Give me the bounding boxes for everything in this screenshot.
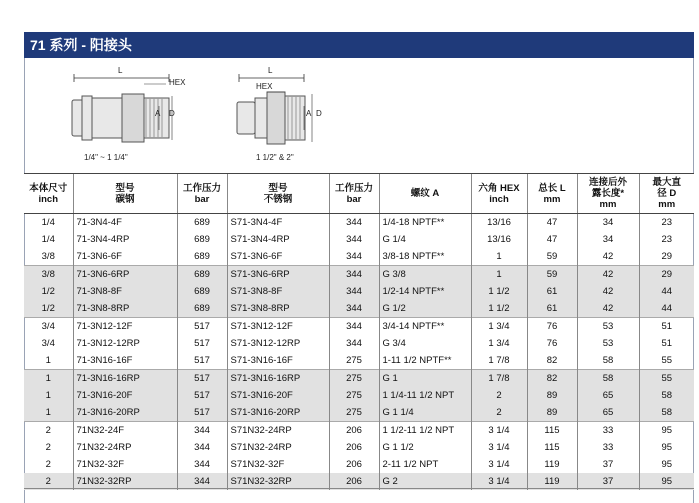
table-cell: 2 (45, 442, 51, 453)
table-cell: 89 (527, 387, 577, 404)
table-cell: 517 (177, 318, 227, 336)
column-header-line: 螺纹 A (410, 188, 440, 199)
table-cell: S71-3N16-20F (227, 387, 329, 404)
table-cell: 61 (527, 283, 577, 300)
table-cell: S71-3N6-6RP (227, 266, 329, 284)
table-cell: 71-3N4-4RP (73, 231, 177, 248)
table-cell: 71-3N12-12RP (73, 335, 177, 352)
table-cell: S71-3N8-8F (227, 283, 329, 300)
table-cell: 689 (177, 214, 227, 232)
table-cell: 1 7/8 (471, 352, 527, 370)
right-d-label: D (316, 109, 322, 118)
table-cell: 1 (471, 248, 527, 266)
table-cell: 58 (577, 370, 639, 388)
table-cell: 1 (45, 355, 51, 366)
table-row (24, 439, 694, 456)
table-cell: 23 (639, 231, 694, 248)
column-header-6 (471, 174, 527, 214)
table-cell: 34 (577, 231, 639, 248)
table-row (24, 266, 694, 284)
table-cell: 71N32-24RP (73, 439, 177, 456)
table-cell: 2 (45, 459, 51, 470)
table-cell: 689 (177, 266, 227, 284)
spec-table (24, 173, 694, 490)
left-l-label: L (118, 66, 123, 75)
table-cell: S71N32-24RP (227, 439, 329, 456)
table-cell: 3 1/4 (471, 473, 527, 490)
table-cell: 82 (527, 352, 577, 370)
table-cell: 1-11 1/2 NPTF** (379, 352, 471, 370)
table-cell: 71-3N6-6F (73, 248, 177, 266)
column-header-line: 不锈钢 (263, 193, 293, 205)
table-cell: 71-3N16-20RP (73, 404, 177, 422)
column-header-line: 碳钢 (115, 193, 135, 205)
table-cell: 3/8-18 NPTF** (379, 248, 471, 266)
column-header-line: 最大直 (652, 177, 681, 188)
left-fitting-drawing (72, 74, 172, 142)
table-cell: 3/4-14 NPTF** (379, 318, 471, 336)
column-header-line: 本体尺寸 (29, 182, 68, 194)
table-cell: 517 (177, 404, 227, 422)
column-header-line: inch (38, 193, 59, 205)
table-cell: 42 (577, 248, 639, 266)
table-cell: 689 (177, 248, 227, 266)
table-cell: 1/2 (24, 283, 73, 300)
column-header-line: 连接后外 (588, 177, 627, 188)
table-cell: 517 (177, 335, 227, 352)
table-cell: S71-3N16-16RP (227, 370, 329, 388)
table-cell: 65 (577, 387, 639, 404)
column-header-line: 六角 HEX (478, 182, 520, 194)
table-cell: 51 (639, 318, 694, 336)
table-cell: 344 (177, 456, 227, 473)
table-cell: 47 (527, 214, 577, 232)
table-cell: 344 (329, 283, 379, 300)
column-header-line: 工作压力 (334, 182, 373, 194)
table-cell: 1/2 (24, 300, 73, 318)
table-cell: 3 1/4 (471, 422, 527, 440)
table-cell: 344 (177, 473, 227, 490)
table-cell: 29 (639, 266, 694, 284)
table-cell: 3 1/4 (471, 439, 527, 456)
table-cell: S71N32-32F (227, 456, 329, 473)
table-cell: 89 (527, 404, 577, 422)
table-cell: 76 (527, 318, 577, 336)
table-header-row (24, 174, 694, 214)
table-cell: 71-3N4-4F (73, 214, 177, 232)
table-cell: S71-3N16-16F (227, 352, 329, 370)
table-cell: 2 (471, 387, 527, 404)
left-a-label: A (155, 109, 161, 118)
table-row (24, 370, 694, 388)
column-header-line: 露长度* (591, 188, 625, 199)
column-header-line: 径 D (657, 188, 677, 199)
column-header-9 (639, 174, 694, 214)
table-cell: 42 (577, 266, 639, 284)
table-cell: 1 1/2-11 1/2 NPT (379, 422, 471, 440)
table-body (24, 214, 694, 491)
right-a-label: A (306, 109, 312, 118)
table-cell: 689 (177, 283, 227, 300)
table-cell: 61 (527, 300, 577, 318)
table-cell: G 2 (379, 473, 471, 490)
table-cell: 2 (471, 404, 527, 422)
column-header-1 (73, 174, 177, 214)
table-cell: 1 1/4-11 1/2 NPT (379, 387, 471, 404)
table-cell: 344 (177, 439, 227, 456)
table-cell: G 3/4 (379, 335, 471, 352)
table-cell: 95 (639, 456, 694, 473)
table-cell: 55 (639, 352, 694, 370)
table-cell: 344 (329, 231, 379, 248)
table-cell: 1 1/2 (471, 283, 527, 300)
table-cell: 65 (577, 404, 639, 422)
table-row (24, 214, 694, 232)
table-cell: 3/8 (41, 251, 55, 262)
table-cell: 119 (527, 456, 577, 473)
table-cell: 344 (329, 248, 379, 266)
table-cell: 58 (577, 352, 639, 370)
table-cell: 82 (527, 370, 577, 388)
table-row (24, 422, 694, 440)
table-cell: 1 (24, 387, 73, 404)
table-cell: 42 (577, 283, 639, 300)
table-cell: 55 (639, 370, 694, 388)
column-header-0 (24, 174, 73, 214)
table-cell: S71-3N8-8RP (227, 300, 329, 318)
bottom-divider (24, 488, 694, 489)
table-cell: 71-3N12-12F (73, 318, 177, 336)
table-cell: 1/4 (41, 217, 55, 228)
table-cell: 206 (329, 439, 379, 456)
table-cell: G 3/8 (379, 266, 471, 284)
table-cell: 71N32-32F (73, 456, 177, 473)
table-row (24, 456, 694, 473)
table-cell: 517 (177, 370, 227, 388)
right-size-caption: 1 1/2" & 2" (256, 153, 294, 162)
column-header-8 (577, 174, 639, 214)
page-title: 71 系列 - 阳接头 (24, 32, 694, 58)
table-cell: 37 (577, 456, 639, 473)
right-hex-label: HEX (256, 82, 273, 91)
table-cell: 71N32-32RP (73, 473, 177, 490)
table-cell: 1 (24, 404, 73, 422)
table-cell: 275 (329, 404, 379, 422)
table-cell: 58 (639, 387, 694, 404)
table-cell: 37 (577, 473, 639, 490)
table-cell: 344 (329, 335, 379, 352)
table-cell: 275 (329, 370, 379, 388)
table-cell: 13/16 (471, 214, 527, 232)
table-cell: S71N32-24RP (227, 422, 329, 440)
table-cell: G 1 1/2 (379, 439, 471, 456)
table-cell: 71-3N6-6RP (73, 266, 177, 284)
fitting-drawings (24, 58, 694, 168)
table-row (24, 248, 694, 266)
table-row (24, 404, 694, 422)
table-cell: 3/4 (41, 338, 55, 349)
left-d-label: D (169, 109, 175, 118)
table-cell: 2 (24, 422, 73, 440)
table-cell: 1 1/2 (471, 300, 527, 318)
table-cell: 1 (24, 370, 73, 388)
table-cell: 95 (639, 422, 694, 440)
table-cell: 23 (639, 214, 694, 232)
table-cell: 1 7/8 (471, 370, 527, 388)
right-l-label: L (268, 66, 273, 75)
table-cell: 71-3N8-8RP (73, 300, 177, 318)
table-cell: 344 (329, 214, 379, 232)
table-cell: 2-11 1/2 NPT (379, 456, 471, 473)
table-cell: G 1/4 (379, 231, 471, 248)
table-cell: S71-3N4-4F (227, 214, 329, 232)
left-size-caption: 1/4" ~ 1 1/4" (84, 153, 128, 162)
table-row (24, 283, 694, 300)
table-cell: 275 (329, 352, 379, 370)
table-cell: S71N32-32RP (227, 473, 329, 490)
table-cell: 53 (577, 318, 639, 336)
table-row (24, 335, 694, 352)
table-cell: 53 (577, 335, 639, 352)
table-cell: 517 (177, 352, 227, 370)
table-cell: 71-3N8-8F (73, 283, 177, 300)
fitting-drawing-svg (24, 58, 694, 168)
right-fitting-drawing (237, 74, 312, 144)
column-header-line: 型号 (268, 182, 288, 194)
column-header-line: inch (489, 193, 509, 205)
table-cell: S71-3N12-12F (227, 318, 329, 336)
table-cell: 517 (177, 387, 227, 404)
column-header-4 (329, 174, 379, 214)
table-cell: 344 (177, 422, 227, 440)
table-cell: 206 (329, 456, 379, 473)
table-cell: 29 (639, 248, 694, 266)
table-cell: 44 (639, 283, 694, 300)
table-cell: 115 (527, 422, 577, 440)
table-cell: 115 (527, 439, 577, 456)
table-cell: 33 (577, 422, 639, 440)
column-header-5 (379, 174, 471, 214)
column-header-2 (177, 174, 227, 214)
table-row (24, 231, 694, 248)
table-cell: 59 (527, 248, 577, 266)
table-row (24, 387, 694, 404)
table-cell: 3/4 (24, 318, 73, 336)
table-cell: 1 (471, 266, 527, 284)
table-cell: 71-3N16-16RP (73, 370, 177, 388)
table-cell: 344 (329, 266, 379, 284)
table-cell: 1/4 (41, 234, 55, 245)
table-cell: 275 (329, 387, 379, 404)
table-cell: 76 (527, 335, 577, 352)
column-header-line: bar (194, 193, 210, 205)
table-cell: 689 (177, 231, 227, 248)
column-header-line: 型号 (115, 182, 135, 194)
table-cell: 344 (329, 318, 379, 336)
column-header-line: bar (346, 193, 362, 205)
table-cell: 1 3/4 (471, 335, 527, 352)
table-cell: 44 (639, 300, 694, 318)
table-cell: 59 (527, 266, 577, 284)
table-row (24, 318, 694, 336)
table-cell: 51 (639, 335, 694, 352)
table-cell: 1/4-18 NPTF** (379, 214, 471, 232)
column-header-line: 工作压力 (182, 182, 221, 194)
column-header-line: mm (658, 199, 676, 210)
table-cell: S71-3N4-4RP (227, 231, 329, 248)
table-cell: 3 1/4 (471, 456, 527, 473)
table-cell: G 1 1/4 (379, 404, 471, 422)
column-header-line: mm (543, 193, 561, 205)
table-cell: 689 (177, 300, 227, 318)
table-cell: 95 (639, 439, 694, 456)
table-cell: 13/16 (471, 231, 527, 248)
table-cell: 344 (329, 300, 379, 318)
table-cell: S71-3N6-6F (227, 248, 329, 266)
table-cell: 119 (527, 473, 577, 490)
table-cell: 206 (329, 473, 379, 490)
table-cell: 1 3/4 (471, 318, 527, 336)
table-cell: S71-3N12-12RP (227, 335, 329, 352)
column-header-7 (527, 174, 577, 214)
table-row (24, 352, 694, 370)
table-cell: 206 (329, 422, 379, 440)
table-cell: 3/8 (24, 266, 73, 284)
column-header-line: mm (599, 199, 617, 210)
table-cell: 71N32-24F (73, 422, 177, 440)
left-hex-label: HEX (169, 78, 186, 87)
table-cell: G 1 (379, 370, 471, 388)
table-cell: 58 (639, 404, 694, 422)
table-cell: 71-3N16-16F (73, 352, 177, 370)
table-cell: 42 (577, 300, 639, 318)
column-header-3 (227, 174, 329, 214)
table-cell: 47 (527, 231, 577, 248)
table-cell: G 1/2 (379, 300, 471, 318)
table-cell: 2 (24, 473, 73, 490)
table-cell: 33 (577, 439, 639, 456)
table-cell: 34 (577, 214, 639, 232)
table-cell: 1/2-14 NPTF** (379, 283, 471, 300)
column-header-line: 总长 L (538, 182, 566, 194)
table-cell: S71-3N16-20RP (227, 404, 329, 422)
table-cell: 95 (639, 473, 694, 490)
table-row (24, 300, 694, 318)
table-cell: 71-3N16-20F (73, 387, 177, 404)
